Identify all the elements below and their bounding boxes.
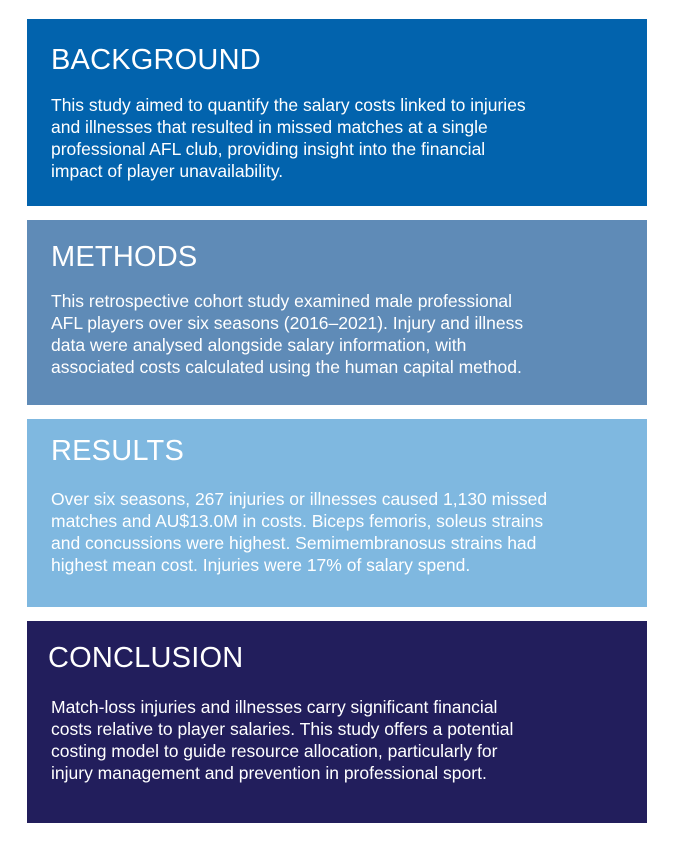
text-line: injury management and prevention in professional sport.: [51, 763, 487, 783]
text-line: AFL players over six seasons (2016–2021). Injury and illness: [51, 313, 524, 333]
methods-text: [51, 290, 629, 378]
background-text: [51, 94, 629, 182]
conclusion-panel: [27, 621, 647, 823]
text-line: professional AFL club, providing insight into the financial: [51, 139, 486, 159]
background-heading: BACKGROUND: [51, 44, 261, 76]
text-line: and illnesses that resulted in missed matches at a single: [51, 117, 488, 137]
methods-panel: [27, 220, 647, 405]
text-line: associated costs calculated using the human capital method.: [51, 357, 522, 377]
methods-heading: METHODS: [51, 241, 198, 273]
results-panel: [27, 419, 647, 607]
text-line: This retrospective cohort study examined male professional: [51, 291, 513, 311]
text-line: costing model to guide resource allocation, particularly for: [51, 741, 498, 761]
conclusion-heading: CONCLUSION: [48, 642, 244, 674]
text-line: and concussions were highest. Semimembranosus strains had: [51, 533, 537, 553]
text-line: This study aimed to quantify the salary costs linked to injuries: [51, 95, 526, 115]
text-line: Over six seasons, 267 injuries or illnesses caused 1,130 missed: [51, 489, 548, 509]
results-heading: RESULTS: [51, 435, 185, 467]
results-text: [51, 488, 629, 576]
background-panel: [27, 19, 647, 206]
conclusion-text: [48, 696, 629, 784]
text-line: matches and AU$13.0M in costs. Biceps femoris, soleus strains: [51, 511, 544, 531]
text-line: costs relative to player salaries. This study offers a potential: [51, 719, 514, 739]
text-line: Match-loss injuries and illnesses carry significant financial: [51, 697, 498, 717]
text-line: impact of player unavailability.: [51, 161, 284, 181]
text-line: data were analysed alongside salary information, with: [51, 335, 467, 355]
text-line: highest mean cost. Injuries were 17% of salary spend.: [51, 555, 471, 575]
